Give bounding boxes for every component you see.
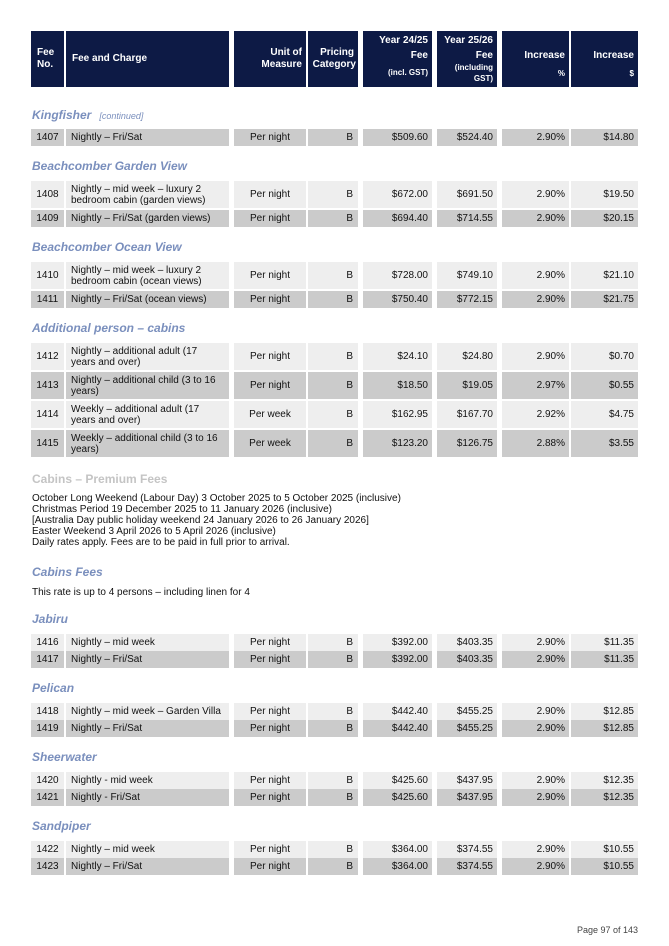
increase-pct-cell: 2.90% [502, 720, 569, 737]
section-kingfisher-label: Kingfisher [32, 108, 92, 122]
table-row [31, 430, 638, 457]
category-cell: B [308, 181, 358, 208]
fee-no-cell: 1409 [31, 210, 64, 227]
header-fee-no [31, 31, 64, 87]
description-line: Nightly – mid week [71, 637, 155, 648]
description-cell [66, 651, 229, 668]
fee-no-cell: 1417 [31, 651, 64, 668]
premium-line: Christmas Period 19 December 2025 to 11 January 2026 (inclusive) [32, 504, 332, 515]
category-cell: B [308, 129, 358, 146]
description-line: Nightly – mid week – luxury 2 [71, 264, 202, 276]
premium-line: Daily rates apply. Fees are to be paid in full prior to arrival. [32, 537, 290, 548]
increase-dollar-cell: $12.35 [571, 772, 638, 789]
increase-pct-cell: 2.90% [502, 181, 569, 208]
section-premium-fees: Cabins – Premium Fees [32, 472, 168, 486]
fee-no-cell: 1414 [31, 401, 64, 428]
description-cell [66, 210, 229, 227]
fee-2526-cell: $126.75 [437, 430, 497, 457]
unit-cell: Per night [234, 372, 306, 399]
header-y2526-line1: Year 25/26 [444, 35, 493, 46]
table-row [31, 291, 638, 308]
fee-2526-cell: $691.50 [437, 181, 497, 208]
table-row [31, 720, 638, 737]
category-cell: B [308, 703, 358, 720]
description-cell [66, 262, 229, 289]
fee-no-cell: 1408 [31, 181, 64, 208]
fee-2526-cell: $455.25 [437, 720, 497, 737]
increase-dollar-cell: $12.35 [571, 789, 638, 806]
increase-dollar-cell: $20.15 [571, 210, 638, 227]
description-line: years and over) [71, 414, 141, 426]
header-y2526-line2: Fee [475, 50, 493, 61]
description-cell [66, 841, 229, 858]
unit-cell: Per night [234, 651, 306, 668]
fee-2526-cell: $437.95 [437, 789, 497, 806]
description-cell [66, 291, 229, 308]
description-cell [66, 858, 229, 875]
header-fee-no-line1: Fee [37, 47, 55, 58]
fee-no-cell: 1422 [31, 841, 64, 858]
increase-dollar-cell: $12.85 [571, 720, 638, 737]
fee-2425-cell: $364.00 [363, 841, 432, 858]
header-increase-dollar [571, 31, 638, 87]
description-line: years) [71, 443, 99, 455]
unit-cell: Per night [234, 720, 306, 737]
increase-pct-cell: 2.90% [502, 210, 569, 227]
header-pricing-line2: Category [312, 59, 356, 70]
fee-no-cell: 1410 [31, 262, 64, 289]
description-line: Nightly – Fri/Sat [71, 723, 143, 734]
increase-pct-cell: 2.90% [502, 841, 569, 858]
description-cell [66, 430, 229, 457]
description-cell [66, 181, 229, 208]
table-row [31, 210, 638, 227]
fee-2526-cell: $374.55 [437, 841, 497, 858]
increase-dollar-cell: $11.35 [571, 634, 638, 651]
fee-2526-cell: $403.35 [437, 651, 497, 668]
fee-2425-cell: $392.00 [363, 651, 432, 668]
section-additional-person: Additional person – cabins [32, 321, 186, 335]
increase-pct-cell: 2.88% [502, 430, 569, 457]
table-row [31, 651, 638, 668]
table-row [31, 703, 638, 720]
section-kingfisher-continued: [continued] [99, 111, 144, 121]
unit-cell: Per night [234, 343, 306, 370]
increase-dollar-cell: $19.50 [571, 181, 638, 208]
table-row [31, 262, 638, 289]
fee-2526-cell: $374.55 [437, 858, 497, 875]
description-line: Nightly - Fri/Sat [71, 792, 140, 803]
header-inc-dol-line1: Increase [593, 50, 634, 61]
unit-cell: Per week [234, 401, 306, 428]
increase-dollar-cell: $14.80 [571, 129, 638, 146]
unit-cell: Per night [234, 703, 306, 720]
category-cell: B [308, 430, 358, 457]
fee-2526-cell: $19.05 [437, 372, 497, 399]
header-pricing-line1: Pricing [320, 47, 354, 58]
header-unit-line1: Unit of [270, 47, 302, 58]
category-cell: B [308, 401, 358, 428]
description-line: Nightly – Fri/Sat [71, 654, 143, 665]
increase-pct-cell: 2.90% [502, 343, 569, 370]
fee-2526-cell: $455.25 [437, 703, 497, 720]
fee-2425-cell: $728.00 [363, 262, 432, 289]
fee-no-cell: 1411 [31, 291, 64, 308]
fee-no-cell: 1416 [31, 634, 64, 651]
fee-2526-cell: $749.10 [437, 262, 497, 289]
description-cell [66, 343, 229, 370]
unit-cell: Per night [234, 210, 306, 227]
header-year-2526 [437, 31, 497, 87]
fee-2425-cell: $123.20 [363, 430, 432, 457]
unit-cell: Per night [234, 129, 306, 146]
description-cell [66, 372, 229, 399]
category-cell: B [308, 772, 358, 789]
fee-no-cell: 1412 [31, 343, 64, 370]
description-cell [66, 703, 229, 720]
description-line: Nightly - mid week [71, 775, 153, 786]
header-y2526-line4: GST) [473, 74, 493, 83]
fee-2526-cell: $167.70 [437, 401, 497, 428]
category-cell: B [308, 372, 358, 399]
fee-2425-cell: $694.40 [363, 210, 432, 227]
description-line: Weekly – additional child (3 to 16 [71, 432, 218, 444]
unit-cell: Per night [234, 841, 306, 858]
description-line: Nightly – Fri/Sat (ocean views) [71, 294, 207, 305]
header-increase-pct [502, 31, 569, 87]
category-cell: B [308, 651, 358, 668]
fee-2425-cell: $750.40 [363, 291, 432, 308]
category-cell: B [308, 841, 358, 858]
increase-dollar-cell: $0.55 [571, 372, 638, 399]
header-y2425-line1: Year 24/25 [379, 35, 428, 46]
fee-2425-cell: $364.00 [363, 858, 432, 875]
section-sheerwater: Sheerwater [32, 750, 97, 764]
description-line: Nightly – Fri/Sat [71, 132, 143, 143]
table-row [31, 401, 638, 428]
header-y2526-line3: (including [454, 63, 493, 72]
description-line: years and over) [71, 356, 141, 368]
header-y2425-line2: Fee [410, 50, 428, 61]
unit-cell: Per night [234, 772, 306, 789]
description-line: Nightly – additional adult (17 [71, 345, 198, 357]
header-y2425-line3: (incl. GST) [388, 68, 428, 77]
category-cell: B [308, 210, 358, 227]
table-row [31, 858, 638, 875]
increase-dollar-cell: $10.55 [571, 841, 638, 858]
section-beachcomber-ocean: Beachcomber Ocean View [32, 240, 182, 254]
category-cell: B [308, 789, 358, 806]
fee-no-cell: 1420 [31, 772, 64, 789]
fee-2526-cell: $714.55 [437, 210, 497, 227]
description-line: Nightly – Fri/Sat [71, 861, 143, 872]
increase-pct-cell: 2.90% [502, 789, 569, 806]
category-cell: B [308, 262, 358, 289]
unit-cell: Per night [234, 634, 306, 651]
description-line: Nightly – mid week [71, 844, 155, 855]
description-line: Nightly – additional child (3 to 16 [71, 374, 216, 386]
table-row [31, 129, 638, 146]
page-number: Page 97 of 143 [576, 925, 638, 935]
increase-dollar-cell: $10.55 [571, 858, 638, 875]
table-row [31, 634, 638, 651]
category-cell: B [308, 858, 358, 875]
header-unit-line2: Measure [261, 59, 302, 70]
fee-2425-cell: $162.95 [363, 401, 432, 428]
increase-pct-cell: 2.90% [502, 772, 569, 789]
header-pricing [308, 31, 358, 87]
header-inc-pct-line2: % [557, 69, 565, 78]
unit-cell: Per night [234, 789, 306, 806]
increase-dollar-cell: $3.55 [571, 430, 638, 457]
header-fee-no-line2: No. [37, 59, 54, 70]
category-cell: B [308, 343, 358, 370]
header-year-2425 [363, 31, 432, 87]
section-jabiru: Jabiru [32, 612, 69, 626]
fee-2526-cell: $403.35 [437, 634, 497, 651]
fee-2425-cell: $509.60 [363, 129, 432, 146]
fee-no-cell: 1413 [31, 372, 64, 399]
increase-pct-cell: 2.90% [502, 291, 569, 308]
category-cell: B [308, 291, 358, 308]
fee-2526-cell: $24.80 [437, 343, 497, 370]
table-row [31, 772, 638, 789]
fee-2425-cell: $24.10 [363, 343, 432, 370]
description-line: Weekly – additional adult (17 [71, 403, 200, 415]
premium-line: Easter Weekend 3 April 2026 to 5 April 2026 (inclusive) [32, 526, 276, 537]
table-row [31, 789, 638, 806]
section-kingfisher [32, 108, 143, 122]
premium-line: [Australia Day public holiday weekend 24 January 2026 to 26 January 2026] [32, 515, 369, 526]
section-pelican: Pelican [32, 681, 75, 695]
table-row [31, 343, 638, 370]
table-row [31, 841, 638, 858]
fee-2425-cell: $425.60 [363, 789, 432, 806]
premium-fees-notes [32, 493, 401, 548]
description-cell [66, 129, 229, 146]
header-unit [234, 31, 306, 87]
increase-pct-cell: 2.90% [502, 262, 569, 289]
fee-2425-cell: $442.40 [363, 703, 432, 720]
fee-2526-cell: $437.95 [437, 772, 497, 789]
unit-cell: Per night [234, 858, 306, 875]
fee-2526-cell: $524.40 [437, 129, 497, 146]
fee-2425-cell: $18.50 [363, 372, 432, 399]
increase-dollar-cell: $0.70 [571, 343, 638, 370]
fee-2425-cell: $442.40 [363, 720, 432, 737]
increase-pct-cell: 2.90% [502, 634, 569, 651]
fee-2425-cell: $425.60 [363, 772, 432, 789]
fee-2526-cell: $772.15 [437, 291, 497, 308]
header-fee-charge-label: Fee and Charge [72, 53, 148, 64]
fee-no-cell: 1421 [31, 789, 64, 806]
header-fee-charge [66, 31, 229, 87]
fee-no-cell: 1423 [31, 858, 64, 875]
increase-dollar-cell: $11.35 [571, 651, 638, 668]
section-sandpiper: Sandpiper [32, 819, 91, 833]
unit-cell: Per week [234, 430, 306, 457]
description-line: bedroom cabin (ocean views) [71, 275, 202, 287]
description-cell [66, 720, 229, 737]
increase-pct-cell: 2.90% [502, 858, 569, 875]
category-cell: B [308, 720, 358, 737]
increase-pct-cell: 2.92% [502, 401, 569, 428]
increase-pct-cell: 2.90% [502, 703, 569, 720]
unit-cell: Per night [234, 291, 306, 308]
header-inc-dol-line2: $ [629, 69, 634, 78]
section-cabins-fees: Cabins Fees [32, 565, 103, 579]
section-beachcomber-garden: Beachcomber Garden View [32, 159, 187, 173]
fee-no-cell: 1407 [31, 129, 64, 146]
increase-dollar-cell: $4.75 [571, 401, 638, 428]
description-cell [66, 772, 229, 789]
increase-dollar-cell: $12.85 [571, 703, 638, 720]
category-cell: B [308, 634, 358, 651]
description-cell [66, 634, 229, 651]
description-line: Nightly – mid week – Garden Villa [71, 706, 221, 717]
unit-cell: Per night [234, 262, 306, 289]
fee-2425-cell: $392.00 [363, 634, 432, 651]
description-line: Nightly – Fri/Sat (garden views) [71, 213, 211, 224]
fee-no-cell: 1419 [31, 720, 64, 737]
description-cell [66, 401, 229, 428]
premium-line: October Long Weekend (Labour Day) 3 October 2025 to 5 October 2025 (inclusive) [32, 493, 401, 504]
header-inc-pct-line1: Increase [524, 50, 565, 61]
fee-no-cell: 1415 [31, 430, 64, 457]
cabins-fees-note: This rate is up to 4 persons – including linen for 4 [32, 587, 250, 598]
table-row [31, 372, 638, 399]
unit-cell: Per night [234, 181, 306, 208]
increase-dollar-cell: $21.75 [571, 291, 638, 308]
description-line: Nightly – mid week – luxury 2 [71, 183, 202, 195]
increase-pct-cell: 2.90% [502, 129, 569, 146]
increase-dollar-cell: $21.10 [571, 262, 638, 289]
increase-pct-cell: 2.97% [502, 372, 569, 399]
fee-2425-cell: $672.00 [363, 181, 432, 208]
description-cell [66, 789, 229, 806]
description-line: bedroom cabin (garden views) [71, 194, 206, 206]
fee-no-cell: 1418 [31, 703, 64, 720]
description-line: years) [71, 385, 99, 397]
increase-pct-cell: 2.90% [502, 651, 569, 668]
table-row [31, 181, 638, 208]
